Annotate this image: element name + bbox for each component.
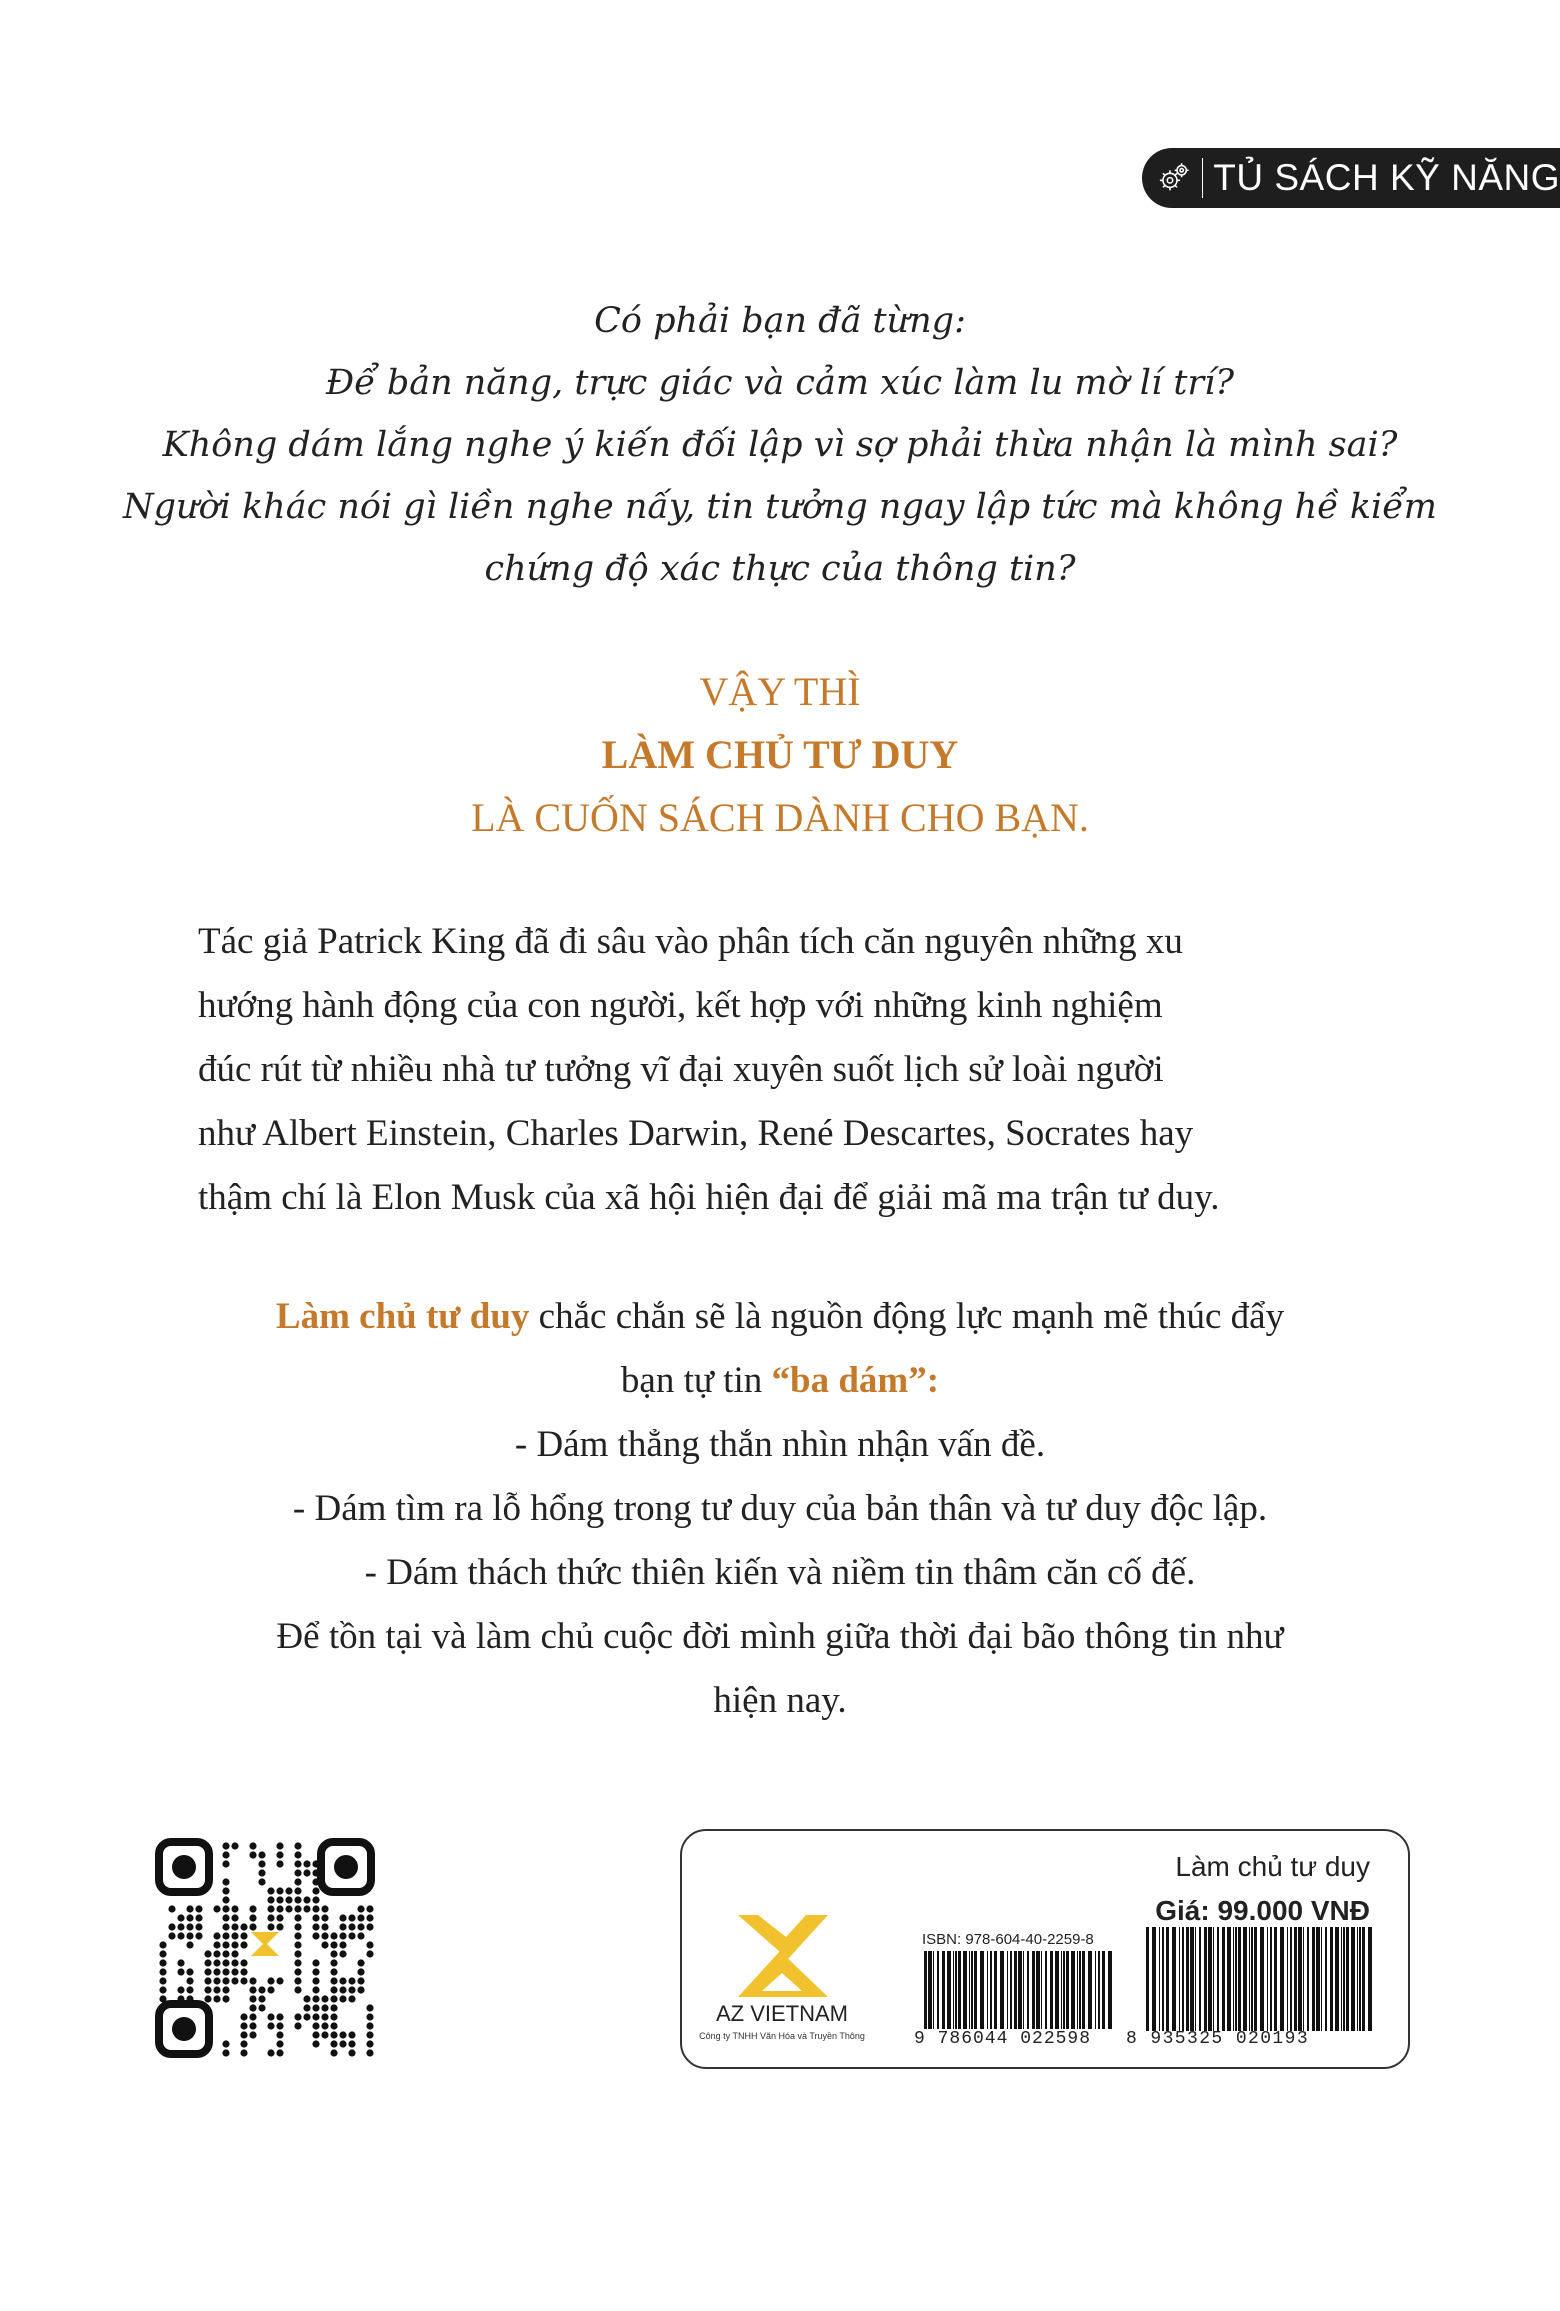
- heading-line-1: VẬY THÌ: [699, 669, 861, 714]
- promo-heading: [120, 660, 1440, 849]
- qr-code[interactable]: [155, 1838, 375, 2058]
- label-price: Giá: 99.000 VNĐ: [1155, 1895, 1370, 1926]
- publisher-subtitle: Công ty TNHH Văn Hóa và Truyền Thông: [699, 2031, 865, 2041]
- benefits-line-2: [160, 1349, 1400, 1413]
- book-title-highlight: Làm chủ tư duy: [275, 1296, 530, 1337]
- intro-questions: [120, 290, 1440, 600]
- benefits-paragraph: [160, 1285, 1400, 1733]
- benefits-line-1: [160, 1285, 1400, 1349]
- az-vietnam-logo-icon: [728, 1911, 838, 2001]
- isbn-barcode: [922, 1951, 1117, 2029]
- series-badge: [1142, 148, 1560, 208]
- bullet-item: - Dám tìm ra lỗ hổng trong tư duy của bản thân và tư duy độc lập.: [292, 1488, 1268, 1529]
- label-book-title: Làm chủ tư duy: [1175, 1851, 1370, 1882]
- series-label: TỦ SÁCH KỸ NĂNG: [1213, 157, 1560, 198]
- badge-divider: [1202, 158, 1204, 198]
- paragraph-line: thậm chí là Elon Musk của xã hội hiện đại để giải mã ma trận tư duy.: [198, 1177, 1220, 1218]
- isbn-barcode-number: 9 786044 022598: [914, 2029, 1092, 2049]
- intro-line: Không dám lắng nghe ý kiến đối lập vì sợ phải thừa nhận là mình sai?: [162, 425, 1398, 465]
- intro-line: Có phải bạn đã từng:: [594, 301, 966, 341]
- gears-icon: [1156, 155, 1192, 201]
- paragraph-line: Tác giả Patrick King đã đi sâu vào phân tích căn nguyên những xu: [198, 921, 1183, 962]
- heading-book-title: LÀM CHỦ TƯ DUY: [601, 732, 959, 777]
- description-paragraph: [198, 910, 1398, 1230]
- ean-barcode: [1144, 1927, 1374, 2031]
- intro-line: Người khác nói gì liền nghe nấy, tin tưởng ngay lập tức mà không hề kiểm: [123, 487, 1437, 527]
- benefits-text: chắc chắn sẽ là nguồn động lực mạnh mẽ thúc đẩy: [529, 1296, 1285, 1337]
- intro-line: Để bản năng, trực giác và cảm xúc làm lu mờ lí trí?: [325, 363, 1235, 403]
- closing-line: Để tồn tại và làm chủ cuộc đời mình giữa thời đại bão thông tin như: [276, 1616, 1284, 1657]
- heading-line-3: LÀ CUỐN SÁCH DÀNH CHO BẠN.: [471, 795, 1089, 840]
- paragraph-line: đúc rút từ nhiều nhà tư tưởng vĩ đại xuyên suốt lịch sử loài người: [198, 1049, 1164, 1090]
- closing-line: hiện nay.: [713, 1680, 847, 1721]
- isbn-text: ISBN: 978-604-40-2259-8: [922, 1931, 1094, 1948]
- paragraph-line: hướng hành động của con người, kết hợp với những kinh nghiệm: [198, 985, 1163, 1026]
- benefits-text: bạn tự tin: [620, 1360, 772, 1401]
- intro-line: chứng độ xác thực của thông tin?: [484, 549, 1076, 589]
- ean-barcode-number: 8 935325 020193: [1126, 2029, 1310, 2049]
- bullet-item: - Dám thẳng thắn nhìn nhận vấn đề.: [514, 1424, 1046, 1465]
- price-barcode-label: [680, 1829, 1410, 2069]
- ba-dam-highlight: “ba dám”:: [771, 1360, 940, 1401]
- bullet-item: - Dám thách thức thiên kiến và niềm tin thâm căn cố đế.: [364, 1552, 1196, 1593]
- paragraph-line: như Albert Einstein, Charles Darwin, René Descartes, Socrates hay: [198, 1113, 1194, 1154]
- publisher-name: AZ VIETNAM: [715, 2001, 848, 2026]
